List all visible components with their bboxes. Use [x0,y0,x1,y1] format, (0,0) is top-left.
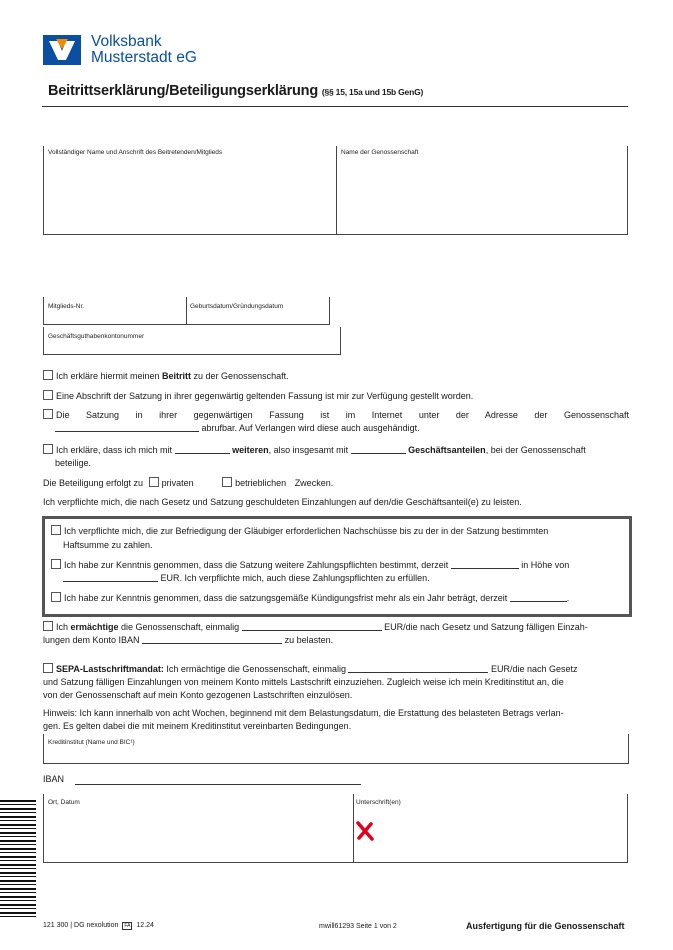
obligation-amount-blank[interactable] [63,572,158,582]
obligation-line: Ich verpflichte mich, die nach Gesetz und Satzung geschuldeten Einzahlungen auf den/die Geschäftsanteil(e) zu leisten. [43,497,522,507]
checkbox-authorization[interactable] [43,621,53,631]
checkbox-join[interactable] [43,370,53,380]
f3-text: Ich habe zur Kenntnis genommen, dass die satzungsgemäße Kündigungsfrist mehr als ein Jahr beträgt, derzeit [64,593,508,603]
account-no-label: Geschäftsguthabenkontonummer [48,333,145,340]
checkbox-notice-period[interactable] [51,592,61,602]
s4-d: beteilige. [55,458,92,468]
bank-name-line2: Musterstadt eG [91,49,197,66]
s3-line1: Die Satzung in ihrer gegenwärtigen Fassung ist im Internet unter der Adresse der Genossenschaft [56,410,629,420]
checkbox-additional-payment[interactable] [51,525,61,535]
s4-a: Ich erkläre, dass ich mich mit [56,445,173,455]
m1-d: zu belasten. [284,635,334,645]
place-date-field[interactable] [43,794,354,863]
hint-b: gen. Es gelten dabei die mit meinem Kreditinstitut vereinbarten Bedingungen. [43,721,352,731]
checkbox-internet[interactable] [43,409,53,419]
birth-date-field[interactable] [186,297,330,325]
framed-item-1-line2 [63,539,153,551]
bank-name-line1: Volksbank [91,33,162,50]
purpose-pre: Die Beteiligung erfolgt zu [43,478,144,488]
m1-pre: Ich [56,622,71,632]
iban-input-line[interactable] [75,784,361,785]
statement-shares [43,444,633,456]
s1-post: zu der Genossenschaft. [191,371,289,381]
statement-copy [43,390,633,402]
f2-a: Ich habe zur Kenntnis genommen, dass die Satzung weitere Zahlungspflichten bestimmt, derzeit [64,560,449,570]
sepa-amount-blank[interactable] [348,663,488,673]
title-divider [42,106,628,107]
purpose-private: privaten [161,478,194,488]
statement-join [43,370,633,382]
statement-internet [43,409,629,421]
page-title [48,83,423,99]
bank-institute-field[interactable] [43,734,629,764]
sepa-c: und Satzung fälligen Einzahlungen von meinem Konto mittels Lastschrift einzuziehen. Zugleich weise ich mein Kreditinstitut an, die [43,677,564,687]
hint-line1 [43,707,638,719]
authorization-line2 [43,634,333,646]
signature-cross-icon [354,820,376,842]
s3-line2: abrufbar. Auf Verlangen wird diese auch ausgehändigt. [201,423,420,433]
signature-field[interactable] [353,794,628,863]
checkbox-sepa[interactable] [43,663,53,673]
f1-b: Haftsumme zu zahlen. [63,540,153,550]
footer-copy: Ausfertigung für die Genossenschaft [466,921,625,931]
website-blank[interactable] [55,422,199,432]
authorization-iban-blank[interactable] [142,634,282,644]
obligation-text [43,496,633,508]
f2-b: in Höhe von [521,560,570,570]
member-no-field[interactable] [43,297,187,325]
checkbox-payment-obligation[interactable] [51,559,61,569]
framed-item-3: Ich habe zur Kenntnis genommen, dass die satzungsgemäße Kündigungsfrist mehr als ein Jahr beträgt, derzeit . [51,592,626,604]
member-name-field[interactable] [43,146,337,235]
m1-a: die Genossenschaft, einmalig [118,622,240,632]
birth-date-label: Geburtsdatum/Gründungsdatum [190,303,284,310]
authorization-amount-blank[interactable] [242,621,382,631]
s4-bold2: Geschäftsanteilen [408,445,486,455]
title-main: Beitrittserklärung/Beteiligungserklärung [48,83,318,99]
f1-a: Ich verpflichte mich, die zur Befriedigung der Gläubiger erforderlichen Nachschüsse bis zu der in der Satzung bestimmten [64,526,549,536]
hint-a: Hinweis: Ich kann innerhalb von acht Wochen, beginnend mit dem Belastungsdatum, die Erstattung des belasteten Betrags verlan- [43,708,564,718]
iban-label: IBAN [43,774,65,784]
bank-institute-label: Kreditinstitut (Name und BIC¹) [48,739,135,746]
obligation-current-blank[interactable] [451,559,519,569]
checkbox-copy[interactable] [43,390,53,400]
bank-name [91,34,197,66]
statement-internet-line2 [55,422,625,434]
s4-bold1: weiteren [232,445,269,455]
framed-item-2 [51,559,626,571]
member-no-label: Mitglieds-Nr. [48,303,85,310]
m1-b: EUR/die nach Gesetz und Satzung fälligen Einzah- [384,622,588,632]
f2-c: EUR. Ich verpflichte mich, auch diese Zahlungspflichten zu erfüllen. [160,573,430,583]
purpose-post: Zwecken. [294,478,334,488]
footer-version: 12.24 [136,922,154,929]
checkbox-business[interactable] [222,477,232,487]
sepa-b: EUR/die nach Gesetz [491,664,578,674]
barcode-icon [0,800,36,918]
s2-text: Eine Abschrift der Satzung in ihrer gegenwärtig geltenden Fassung ist mir zur Verfügung gestellt worden. [56,391,474,401]
footer-code [43,922,154,930]
sepa-a: Ich ermächtige die Genossenschaft, einmalig [163,664,346,674]
account-no-field[interactable] [43,327,341,355]
sepa-d: von der Genossenschaft auf mein Konto gezogenen Lastschriften einzulösen. [43,690,353,700]
s4-b: , also insgesamt mit [268,445,349,455]
authorization-line [43,621,633,633]
sepa-bold: SEPA-Lastschriftmandat: [56,664,164,674]
s1-pre: Ich erkläre hiermit meinen [56,371,163,381]
shares-total-blank[interactable] [351,444,406,454]
member-name-label: Vollständiger Name und Anschrift des Beitretenden/Mitglieds [48,149,223,156]
sepa-mandate-line [43,663,633,675]
sepa-line2 [43,676,638,688]
shares-additional-blank[interactable] [175,444,230,454]
hint-line2 [43,720,351,732]
footer-fa-badge-icon: FA [124,923,131,929]
framed-item-1 [51,525,626,537]
checkbox-private[interactable] [149,477,159,487]
footer-page: mwill61293 Seite 1 von 2 [319,923,397,930]
place-date-label: Ort, Datum [48,799,80,806]
s1-bold: Beitritt [162,371,192,381]
purpose-line [43,477,633,489]
signature-label: Unterschrift(en) [356,799,401,806]
sepa-line3 [43,689,352,701]
title-ref: (§§ 15, 15a und 15b GenG) [321,87,424,97]
coop-name-field[interactable] [336,146,628,235]
statement-shares-line2 [55,457,91,469]
purpose-business: betrieblichen [235,478,287,488]
checkbox-shares[interactable] [43,444,53,454]
bank-logo-icon [43,35,81,65]
coop-name-label: Name der Genossenschaft [341,149,419,156]
s4-c: , bei der Genossenschaft [485,445,586,455]
notice-period-blank[interactable] [510,592,567,602]
framed-item-2-line2 [63,572,430,584]
m1-bold: ermächtige [70,622,119,632]
m1-c: lungen dem Konto IBAN [43,635,140,645]
footer-code-text: 121 300 | DG nexolution [43,922,119,929]
